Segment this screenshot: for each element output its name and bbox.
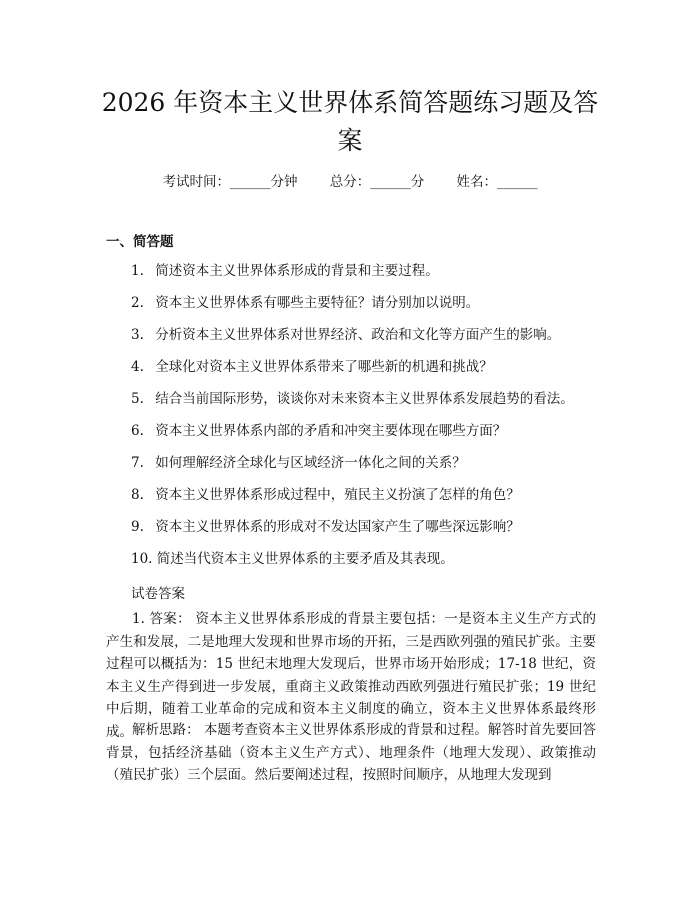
question-text: 资本主义世界体系有哪些主要特征？请分别加以说明。 <box>155 295 480 311</box>
question-number: 7. <box>131 455 144 471</box>
question-text: 资本主义世界体系的形成对不发达国家产生了哪些深远影响？ <box>155 519 520 535</box>
question-number: 8. <box>131 487 144 503</box>
student-name: 姓名：______ <box>456 174 538 190</box>
question-number: 2. <box>131 295 144 311</box>
question-text: 分析资本主义世界体系对世界经济、政治和文化等方面产生的影响。 <box>155 327 561 343</box>
question-item <box>131 358 611 390</box>
question-item <box>131 454 611 486</box>
exam-info <box>0 170 700 190</box>
question-number: 1. <box>131 263 144 279</box>
question-text: 如何理解经济全球化与区域经济一体化之间的关系？ <box>155 455 466 471</box>
question-item <box>131 550 611 582</box>
question-item <box>131 486 611 518</box>
question-number: 6. <box>131 423 144 439</box>
answer-paragraph: 1. 答案： 资本主义世界体系形成的背景主要包括：一是资本主义生产方式的产生和发展，二是地理大发现和世界市场的开拓，三是西欧列强的殖民扩张。主要过程可以概括为：15 世纪末地理大发现后，世界市场开始形成；17-18 世纪，资本主义生产得到进一步发展，重商主义政策推动西欧列强进行殖民扩张；19 世纪中后期，随着工业革命的完成和资本主义制度的确立，资本主义世界体系最终形成。 <box>106 611 596 740</box>
section-heading: 一、简答题 <box>106 234 174 250</box>
question-item <box>131 390 611 422</box>
question-text: 结合当前国际形势，谈谈你对未来资本主义世界体系发展趋势的看法。 <box>155 391 574 407</box>
question-list <box>131 262 611 582</box>
analysis-paragraph: 解析思路： 本题考查资本主义世界体系形成的背景和过程。解答时首先要回答背景，包括经济基础（资本主义生产方式）、地理条件（地理大发现）、政策推动（殖民扩张）三个层面。然后要阐述过程，按照时间顺序，从地理大发现到 <box>106 722 596 783</box>
question-number: 9. <box>131 519 144 535</box>
question-text: 简述当代资本主义世界体系的主要矛盾及其表现。 <box>156 551 454 567</box>
question-item <box>131 294 611 326</box>
question-number: 3. <box>131 327 144 343</box>
question-item <box>131 326 611 358</box>
question-text: 资本主义世界体系形成过程中，殖民主义扮演了怎样的角色？ <box>155 487 520 503</box>
question-number: 4. <box>131 359 144 375</box>
total-score: 总分：______分 <box>329 174 425 190</box>
question-text: 资本主义世界体系内部的矛盾和冲突主要体现在哪些方面？ <box>155 423 507 439</box>
exam-time: 考试时间：______分钟 <box>162 174 298 190</box>
answers-heading: 试卷答案 <box>131 586 185 602</box>
question-item <box>131 422 611 454</box>
question-number: 5. <box>131 391 144 407</box>
question-item <box>131 262 611 294</box>
page-title: 2026 年资本主义世界体系简答题练习题及答案 <box>101 88 599 155</box>
question-text: 简述资本主义世界体系形成的背景和主要过程。 <box>155 263 439 279</box>
question-number: 10. <box>131 551 153 567</box>
question-item <box>131 518 611 550</box>
question-text: 全球化对资本主义世界体系带来了哪些新的机遇和挑战？ <box>155 359 493 375</box>
